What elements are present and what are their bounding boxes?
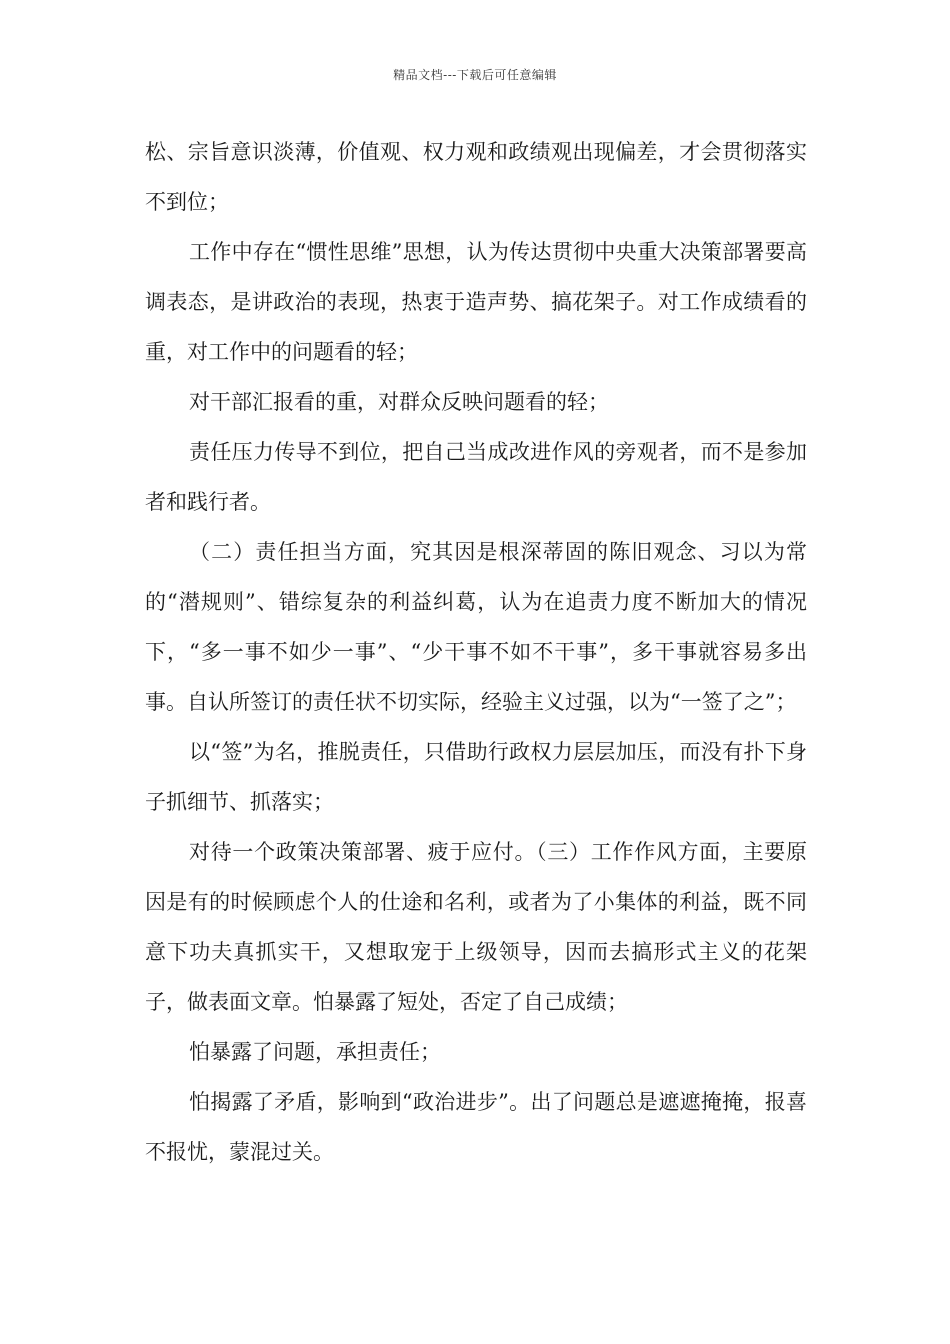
paragraph-8: 怕暴露了问题，承担责任； bbox=[189, 1040, 441, 1064]
paragraph-1: 松、宗旨意识淡薄，价值观、权力观和政绩观出现偏差，才会贯彻落实不到位； bbox=[145, 140, 807, 214]
document-body bbox=[145, 127, 807, 1177]
paragraph-9: 怕揭露了矛盾，影响到“政治进步”。出了问题总是遮遮掩掩，报喜不报忧，蒙混过关。 bbox=[145, 1090, 807, 1164]
paragraph-3: 对干部汇报看的重，对群众反映问题看的轻； bbox=[189, 390, 609, 414]
paragraph-2: 工作中存在“惯性思维”思想，认为传达贯彻中央重大决策部署要高调表态，是讲政治的表现，热衷于造声势、搞花架子。对工作成绩看的重，对工作中的问题看的轻； bbox=[145, 240, 807, 364]
paragraph-4: 责任压力传导不到位，把自己当成改进作风的旁观者，而不是参加者和践行者。 bbox=[145, 440, 807, 514]
page-header: 精品文档---下载后可任意编辑 bbox=[393, 68, 557, 82]
paragraph-7: 对待一个政策决策部署、疲于应付。（三）工作作风方面，主要原因是有的时候顾虑个人的仕途和名利，或者为了小集体的利益，既不同意下功夫真抓实干，又想取宠于上级领导，因而去搞形式主义的花架子，做表面文章。怕暴露了短处，否定了自己成绩； bbox=[145, 840, 807, 1014]
paragraph-6: 以“签”为名，推脱责任，只借助行政权力层层加压，而没有扑下身子抓细节、抓落实； bbox=[145, 740, 807, 814]
paragraph-5: （二）责任担当方面，究其因是根深蒂固的陈旧观念、习以为常的“潜规则”、错综复杂的利益纠葛，认为在追责力度不断加大的情况下，“多一事不如少一事”、“少干事不如不干事”，多干事就容易多出事。自认所签订的责任状不切实际，经验主义过强，以为“一签了之”； bbox=[145, 540, 807, 714]
